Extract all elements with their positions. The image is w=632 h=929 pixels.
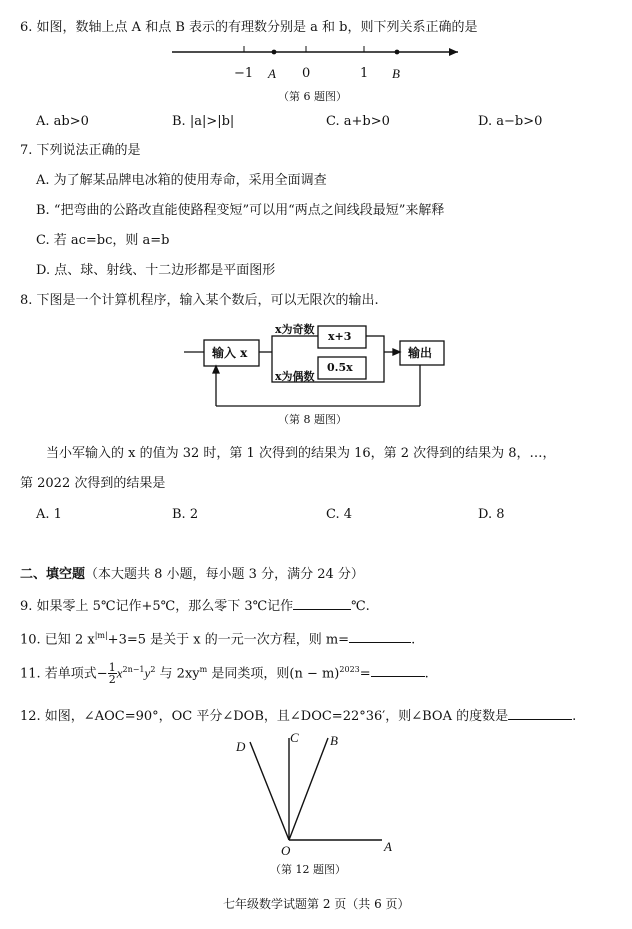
q10-suffix: +3=5 是关于 x 的一元一次方程，则 m=: [107, 632, 350, 648]
q6-option-b: B. |a|>|b|: [172, 114, 235, 129]
ray-od: [250, 742, 289, 840]
q10-prefix: 10. 已知 2 x: [20, 632, 95, 648]
q8-option-b: B. 2: [172, 507, 199, 522]
arrow-up-icon: [213, 366, 219, 373]
label-a: A: [384, 839, 392, 854]
point-b: [395, 50, 400, 55]
q12-answer-blank[interactable]: [508, 707, 572, 720]
flow-odd-label: x为奇数: [275, 323, 315, 336]
q8-option-c: C. 4: [326, 507, 353, 522]
flow-output: 输出: [408, 346, 433, 360]
q8-stem: 8. 下图是一个计算机程序，输入某个数后，可以无限次的输出.: [20, 293, 379, 308]
q11: 11. 若单项式− $\frac{1}{2}$ $x^{2n-1}y^2$ 与 $2xy^m$ 是同类项，则$(n - m)^{2023}=$ .: [20, 661, 429, 687]
q7-option-d: D. 点、球、射线、十二边形都是平面图形: [36, 263, 276, 278]
axis-label-b: B: [392, 66, 400, 81]
q8-para2: 第 2022 次得到的结果是: [20, 476, 166, 491]
q8-para1: 当小军输入的 x 的值为 32 时，第 1 次得到的结果为 16，第 2 次得到的结果为 8，…，: [46, 446, 556, 461]
q12-caption: （第 12 题图）: [270, 863, 346, 876]
q11-tail: 是同类项，则(n − m): [211, 666, 340, 682]
label-d: D: [236, 739, 246, 754]
q6-stem: 6. 如图，数轴上点 A 和点 B 表示的有理数分别是 a 和 b，则下列关系正确的是: [20, 20, 478, 35]
flow-even-label: x为偶数: [275, 370, 315, 383]
axis-label-zero: 0: [302, 66, 311, 81]
angle-figure: [250, 738, 382, 840]
section2-title: 二、填空题: [20, 567, 86, 582]
q8-option-d: D. 8: [478, 507, 505, 522]
q11-mid: 与 2xy: [159, 666, 200, 682]
q11-fraction: $\frac{1}{2}$: [108, 661, 116, 687]
arrow-right-icon: [393, 349, 400, 355]
q6-option-a: A. ab>0: [36, 114, 89, 129]
flowchart: [184, 326, 444, 406]
q10-abs-exponent: |m|: [94, 631, 108, 640]
number-line: [172, 46, 458, 56]
axis-label-a: A: [268, 66, 276, 81]
point-a: [272, 50, 277, 55]
q7-option-b: B. “把弯曲的公路改直能使路程变短”可以用“两点之间线段最短”来解释: [36, 203, 445, 218]
q6-option-d: D. a−b>0: [478, 114, 543, 129]
q9-unit: ℃.: [351, 599, 370, 614]
q8-caption: （第 8 题图）: [278, 413, 347, 426]
label-o: O: [281, 843, 291, 858]
q9-text: 9. 如果零上 5℃记作+5℃，那么零下 3℃记作: [20, 599, 294, 614]
flow-odd-op: x+3: [328, 330, 352, 343]
q11-prefix: 11. 若单项式−: [20, 666, 108, 682]
q10: [20, 628, 415, 648]
q9-answer-blank[interactable]: [293, 597, 351, 610]
q7-option-c: C. 若 ac=bc，则 a=b: [36, 233, 170, 248]
label-c: C: [290, 730, 299, 745]
q10-end: .: [411, 632, 416, 648]
flow-input: 输入 x: [212, 346, 248, 360]
page-footer: 七年级数学试题第 2 页（共 6 页）: [223, 897, 410, 911]
arrow-right-icon: [449, 48, 458, 56]
flow-even-op: 0.5x: [327, 361, 353, 374]
q10-answer-blank[interactable]: [349, 630, 411, 643]
q12: 12. 如图，∠AOC=90°，OC 平分∠DOB，且∠DOC=22°36′，则∠BOA 的度数是 .: [20, 709, 577, 724]
section2-heading: [20, 567, 364, 583]
q7-stem: 7. 下列说法正确的是: [20, 143, 141, 158]
axis-label-neg1: −1: [234, 66, 254, 81]
section2-note: （本大题共 8 小题，每小题 3 分，满分 24 分）: [85, 567, 364, 582]
q12-text: 12. 如图，∠AOC=90°，OC 平分∠DOB，且∠DOC=22°36′，则∠BOA 的度数是: [20, 709, 509, 724]
q11-answer-blank[interactable]: [371, 664, 425, 677]
label-b: B: [330, 733, 338, 748]
q7-option-a: A. 为了解某品牌电冰箱的使用寿命，采用全面调查: [36, 173, 327, 188]
ray-ob: [289, 738, 328, 840]
q6-caption: （第 6 题图）: [278, 90, 347, 103]
q6-option-c: C. a+b>0: [326, 114, 390, 129]
q8-option-a: A. 1: [36, 507, 62, 522]
axis-label-one: 1: [360, 66, 369, 81]
q9: [20, 597, 370, 615]
